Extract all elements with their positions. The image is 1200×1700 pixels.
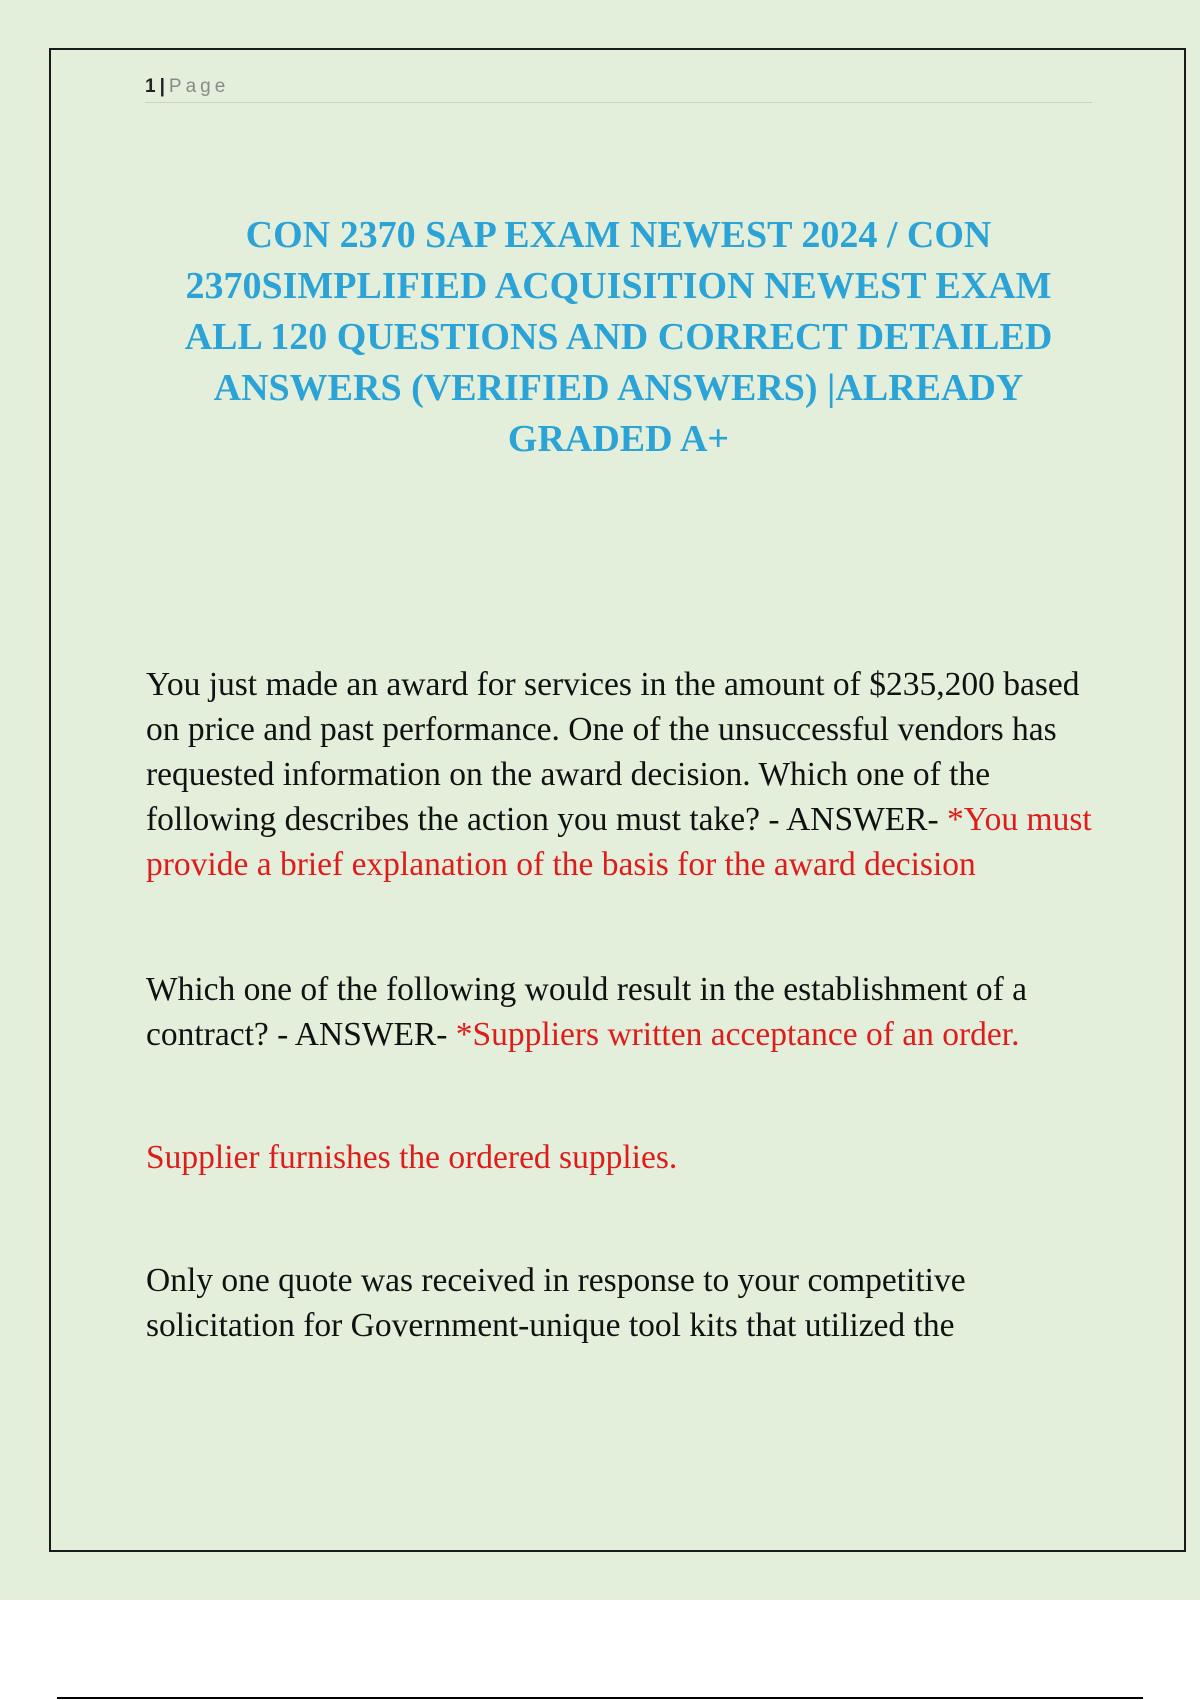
question-item [146, 967, 1096, 1057]
question-item [146, 662, 1096, 887]
question-text: You just made an award for services in the amount of $235,200 based on price and past performance. One of the unsuccessful vendors has requested information on the award decision. Which one of the following describes the action you must take? - ANSWER- [146, 666, 1080, 838]
document-title: CON 2370 SAP EXAM NEWEST 2024 / CON 2370SIMPLIFIED ACQUISITION NEWEST EXAM ALL 120 QUESTIONS AND CORRECT DETAILED ANSWERS (VERIFIED ANSWERS) |ALREADY GRADED A+ [184, 214, 1053, 460]
question-text: Only one quote was received in response to your competitive solicitation for Government-unique tool kits that utilized the [146, 1262, 966, 1344]
document-body [146, 662, 1096, 1348]
page-label: Page [168, 76, 230, 97]
footer-divider [57, 1697, 1143, 1699]
question-item [146, 1135, 1096, 1180]
answer-text: *Suppliers written acceptance of an order. [455, 1016, 1020, 1053]
page-separator: | [159, 76, 165, 97]
question-item [146, 1258, 1096, 1348]
page-header [145, 74, 1092, 103]
page-number: 1 [145, 76, 156, 97]
answer-text: *You must provide a brief explanation of the basis for the award decision [146, 801, 1092, 883]
answer-text: Supplier furnishes the ordered supplies. [146, 1139, 678, 1176]
question-text: Which one of the following would result in the establishment of a contract? - ANSWER- [146, 971, 1028, 1053]
